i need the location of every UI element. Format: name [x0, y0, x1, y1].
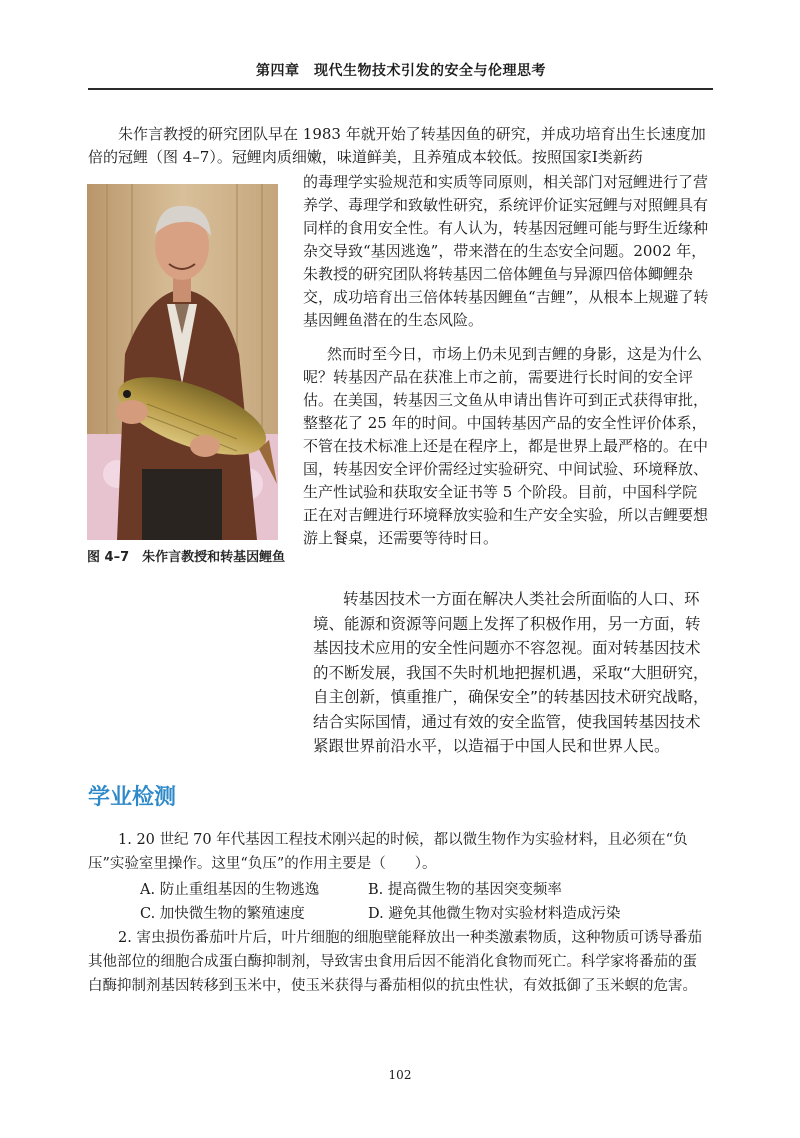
- paragraph-intro: 朱作言教授的研究团队早在 1983 年就开始了转基因鱼的研究，并成功培育出生长速度加倍的冠鲤（图 4–7）。冠鲤肉质细嫩，味道鲜美，且养殖成本较低。按照国家Ⅰ类新药: [88, 125, 706, 166]
- question-1-option-b: B. 提高微生物的基因突变频率: [368, 882, 562, 898]
- question-2: 2. 害虫损伤番茄叶片后，叶片细胞的细胞壁能释放出一种类激素物质，这种物质可诱导番茄其他部位的细胞合成蛋白酶抑制剂，导致害虫食用后因不能消化食物而死亡。科学家将番茄的蛋白酶抑制剂基因转移到玉米中，使玉米获得与番茄相似的抗虫性状，有效抵御了玉米螟的危害。: [88, 930, 702, 994]
- professor-with-carp-photo: [87, 184, 278, 540]
- figure-caption: 图 4–7 朱作言教授和转基因鲤鱼: [87, 550, 286, 565]
- paragraph-summary: 转基因技术一方面在解决人类社会所面临的人口、环境、能源和资源等问题上发挥了积极作用，另一方面，转基因技术应用的安全性问题亦不容忽视。面对转基因技术的不断发展，我国不失时机地把握机遇，采取“大胆研究，自主创新，慎重推广，确保安全”的转基因技术研究战略，结合实际国情，通过有效的安全监管，使我国转基因技术紧跟世界前沿水平，以造福于中国人民和世界人民。: [313, 590, 709, 755]
- question-1-option-a: A. 防止重组基因的生物逃逸: [140, 882, 320, 898]
- photo-illustration: [87, 184, 278, 540]
- question-1: 1. 20 世纪 70 年代基因工程技术刚兴起的时候，都以微生物作为实验材料，且必须在“负压”实验室里操作。这里“负压”的作用主要是（ ）。: [88, 832, 688, 872]
- chapter-header: [88, 52, 713, 90]
- paragraph-safety-evaluation: 的毒理学实验规范和实质等同原则，相关部门对冠鲤进行了营养学、毒理学和致敏性研究，系统评价证实冠鲤与对照鲤具有同样的食用安全性。有人认为，转基因冠鲤可能与野生近缘种杂交导致“基因逃逸”，带来潜在的生态安全问题。2002 年，朱教授的研究团队将转基因二倍体鲤鱼与异源四倍体鲫鲤杂交，成功培育出三倍体转基因鲤鱼“吉鲤”，从根本上规避了转基因鲤鱼潜在的生态风险。: [303, 173, 709, 329]
- chapter-title: 第四章 现代生物技术引发的安全与伦理思考: [256, 63, 546, 79]
- section-title: 学业检测: [88, 785, 177, 810]
- paragraph-market-approval: 然而时至今日，市场上仍未见到吉鲤的身影，这是为什么呢？转基因产品在获准上市之前，需要进行长时间的安全评估。在美国，转基因三文鱼从申请出售许可到正式获得审批，整整花了 25 年的时间。中国转基因产品的安全性评价体系，不管在技术标准上还是在程序上，都是世界上最严格的。在中国，转基因安全评价需经过实验研究、中间试验、环境释放、生产性试验和获取安全证书等 5 个阶段。目前，中国科学院正在对吉鲤进行环境释放实验和生产安全实验，所以吉鲤要想游上餐桌，还需要等待时日。: [303, 345, 709, 547]
- question-1-option-c: C. 加快微生物的繁殖速度: [140, 906, 305, 922]
- question-1-option-d: D. 避免其他微生物对实验材料造成污染: [368, 906, 621, 922]
- page-number: 102: [388, 1068, 412, 1082]
